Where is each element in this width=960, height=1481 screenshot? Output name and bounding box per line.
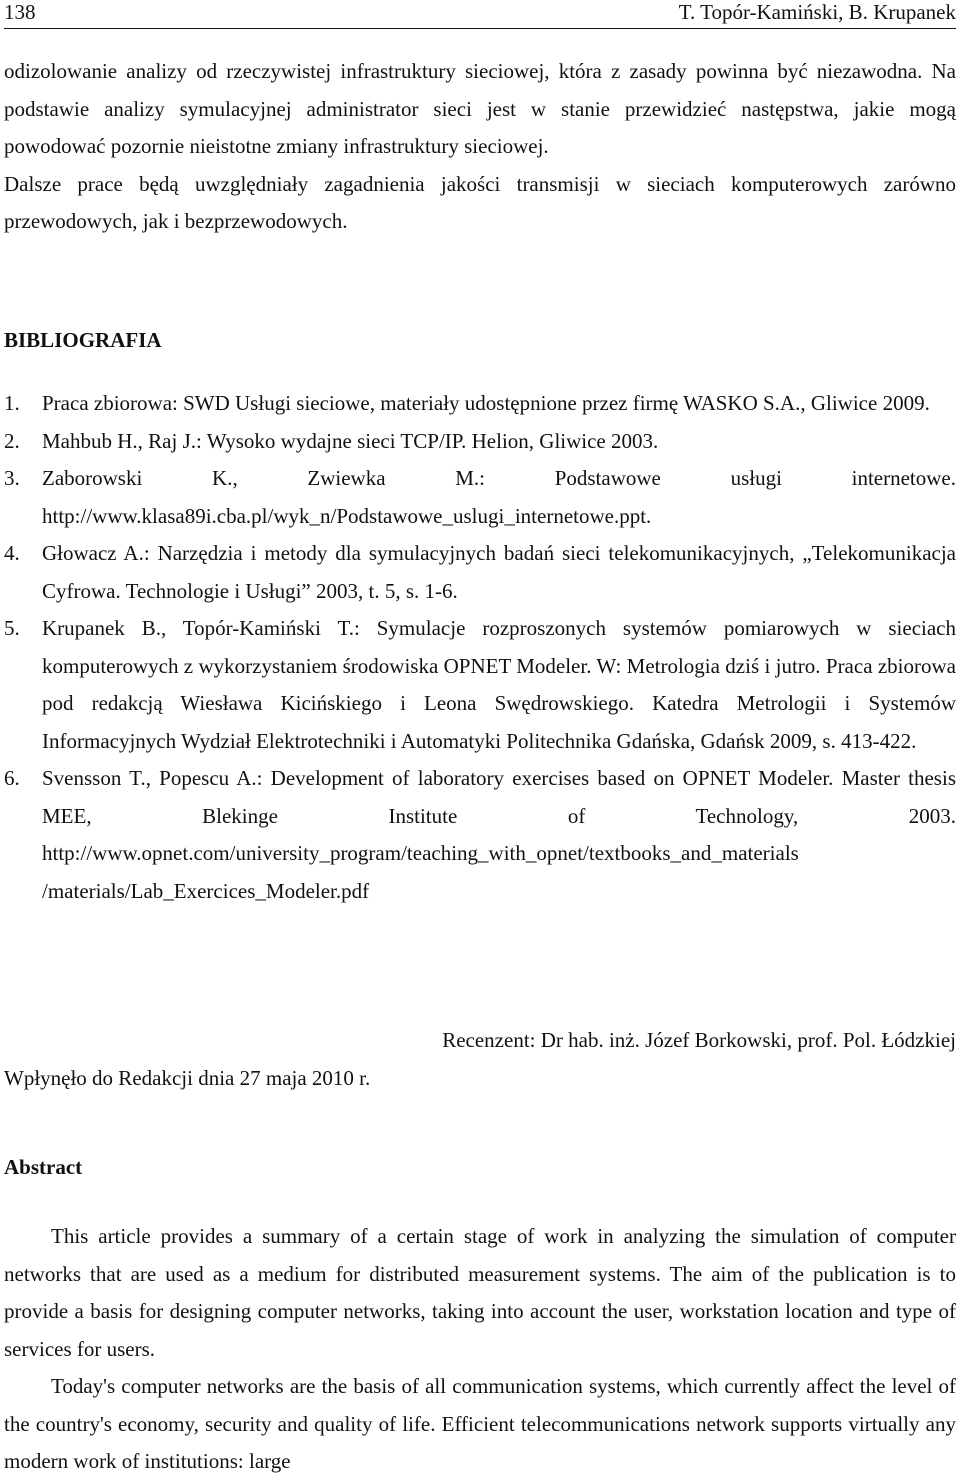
bibliography-item (4, 610, 956, 760)
bibliography-item (4, 385, 956, 423)
abstract-section (4, 1218, 956, 1481)
bibliography-item-text: Svensson T., Popescu A.: Development of laboratory exercises based on OPNET Modeler. Master thesis MEE, Blekinge Institute of Technology, 2003. http://www.opnet.com/university_program/teaching_with_opnet/textbooks_and_materials /materials/Lab_Exercices_Modeler.pdf (42, 766, 956, 903)
intro-paragraph-1: odizolowanie analizy od rzeczywistej infrastruktury sieciowej, która z zasady powinna być niezawodna. Na podstawie analizy symulacyjnej administrator sieci jest w stanie przewidzieć następstwa, jakie mogą powodować pozornie nieistotne zmiany infrastruktury sieciowej. (4, 59, 956, 158)
abstract-heading: Abstract (4, 1155, 83, 1179)
reviewer-note: Recenzent: Dr hab. inż. Józef Borkowski, prof. Pol. Łódzkiej (442, 1028, 956, 1052)
intro-section (4, 53, 956, 241)
bibliography-item (4, 460, 956, 535)
bibliography-item-number: 5. (4, 616, 20, 640)
bibliography-list (4, 385, 956, 910)
bibliography-item (4, 535, 956, 610)
bibliography-item-text: Praca zbiorowa: SWD Usługi sieciowe, materiały udostępnione przez firmę WASKO S.A., Gliwice 2009. (42, 391, 930, 415)
page-number: 138 (4, 0, 36, 24)
bibliography-item-text: Zaborowski K., Zwiewka M.: Podstawowe usługi internetowe. http://www.klasa89i.cba.pl/wyk_n/Podstawowe_uslugi_internetowe.ppt. (42, 466, 956, 528)
bibliography-item-text: Mahbub H., Raj J.: Wysoko wydajne sieci TCP/IP. Helion, Gliwice 2003. (42, 428, 659, 453)
paper-page (4, 0, 956, 1476)
running-header-authors: T. Topór-Kamiński, B. Krupanek (678, 0, 956, 24)
bibliography-item-number: 1. (4, 391, 20, 415)
bibliography-item-number: 2. (4, 428, 20, 453)
abstract-paragraph-1: This article provides a summary of a certain stage of work in analyzing the simulation of computer networks that are used as a medium for distributed measurement systems. The aim of the publication is to provide a basis for designing computer networks, taking into account the user, workstation location and type of services for users. (4, 1224, 956, 1361)
bibliography-item-number: 6. (4, 766, 20, 790)
running-header (4, 0, 956, 29)
abstract-paragraph-2: Today's computer networks are the basis of all communication systems, which currently affect the level of the country's economy, security and quality of life. Efficient telecommunications network supports virtually any modern work of institutions: large (4, 1374, 956, 1473)
intro-paragraph-2: Dalsze prace będą uwzględniały zagadnienia jakości transmisji w sieciach komputerowych zarówno przewodowych, jak i bezprzewodowych. (4, 171, 956, 233)
bibliography-heading: BIBLIOGRAFIA (4, 328, 162, 352)
bibliography-item (4, 760, 956, 910)
bibliography-item-text: Głowacz A.: Narzędzia i metody dla symulacyjnych badań sieci telekomunikacyjnych, „Telekomunikacja Cyfrowa. Technologie i Usługi” 2003, t. 5, s. 1-6. (42, 541, 956, 603)
bibliography-item-number: 4. (4, 541, 20, 565)
bibliography-item-text: Krupanek B., Topór-Kamiński T.: Symulacje rozproszonych systemów pomiarowych w sieciach komputerowych z wykorzystaniem środowiska OPNET Modeler. W: Metrologia dziś i jutro. Praca zbiorowa pod redakcją Wiesława Kicińskiego i Leona Swędrowskiego. Katedra Metrologii i Systemów Informacyjnych Wydział Elektrotechniki i Automatyki Politechnika Gdańska, Gdańsk 2009, s. 413-422. (42, 616, 956, 753)
bibliography-item (4, 423, 956, 461)
bibliography-item-number: 3. (4, 466, 20, 490)
received-date-note: Wpłynęło do Redakcji dnia 27 maja 2010 r. (4, 1066, 371, 1090)
